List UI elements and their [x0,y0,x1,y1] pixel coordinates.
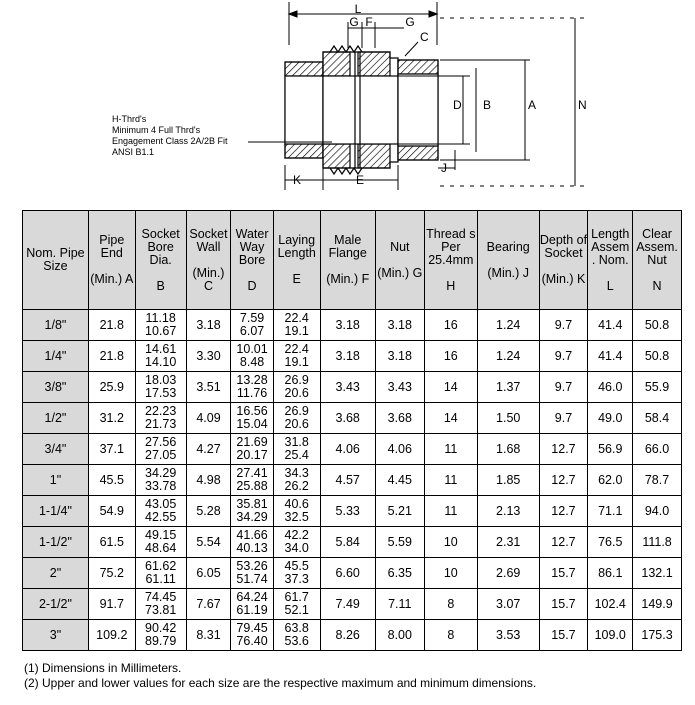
cell-k: 15.7 [539,589,588,620]
value-min: 17.53 [145,386,177,400]
leader-c [405,42,418,56]
cell-c: 3.51 [186,372,231,403]
cell-size: 1-1/2" [23,527,89,558]
value-max: 34.29 [145,466,177,480]
cell-d [231,372,274,403]
cell-g: 4.45 [375,465,424,496]
cell-size: 2-1/2" [23,589,89,620]
cell-l: 86.1 [588,558,633,589]
label-g-left: G [349,15,359,29]
value-min: 20.17 [236,448,268,462]
value-max: 10.01 [236,342,268,356]
cell-b [135,341,186,372]
header-letter: E [292,272,301,286]
header-pipe-end [88,211,135,310]
cell-e [273,341,320,372]
value-max: 22.4 [284,311,309,325]
value-max: 64.24 [236,590,268,604]
value-min: 19.1 [284,324,309,338]
value-min: 34.29 [236,510,268,524]
cell-size: 2" [23,558,89,589]
cell-j: 1.50 [477,403,539,434]
table-row [23,403,682,434]
value-max: 27.56 [145,435,177,449]
header-label: Socket Wall [189,226,228,254]
header-label: Depth of Socket [539,233,588,260]
header-letter: D [247,278,257,293]
cell-n: 175.3 [633,620,682,651]
value-min: 6.07 [239,324,265,338]
value-max: 35.81 [236,497,268,511]
header-row [23,211,682,310]
union-cross-section-drawing [0,0,695,205]
cell-l: 41.4 [588,310,633,341]
cell-d [231,558,274,589]
cell-d [231,310,274,341]
cell-b [135,465,186,496]
cell-n: 66.0 [633,434,682,465]
thread-note-line-1: H-Thrd's [112,114,147,124]
value-min: 52.1 [284,603,309,617]
dimension-table [22,210,682,651]
cell-b [135,620,186,651]
cell-h: 10 [424,527,477,558]
cell-h: 8 [424,589,477,620]
cell-j: 1.24 [477,341,539,372]
cell-j: 2.31 [477,527,539,558]
cell-l: 62.0 [588,465,633,496]
cell-c: 7.67 [186,589,231,620]
cell-j: 1.85 [477,465,539,496]
table-row [23,527,682,558]
header-label: Clear Assem. Nut [636,226,678,267]
cell-f: 4.06 [320,434,375,465]
header-label: Bearing [486,239,530,254]
label-f: F [365,15,373,29]
cell-size: 3/8" [23,372,89,403]
cell-h: 14 [424,403,477,434]
cell-size: 1/2" [23,403,89,434]
cell-b [135,372,186,403]
header-label: Male Flange [328,233,367,260]
header-label: Water Way Bore [235,226,269,267]
cell-e [273,527,320,558]
table-row [23,589,682,620]
cell-h: 16 [424,310,477,341]
cell-g: 3.43 [375,372,424,403]
cell-c: 4.09 [186,403,231,434]
cell-h: 11 [424,496,477,527]
label-l: L [354,2,362,16]
value-max: 53.26 [236,559,268,573]
cell-k: 15.7 [539,620,588,651]
value-max: 22.4 [284,342,309,356]
cell-g: 3.18 [375,310,424,341]
header-threads-per [424,211,477,310]
value-max: 11.18 [145,311,176,325]
note-1: (1) Dimensions in Millimeters. [24,661,182,675]
value-max: 61.7 [284,590,309,604]
value-max: 22.23 [145,404,177,418]
cell-size: 3" [23,620,89,651]
header-nom-pipe-size [23,211,89,310]
cell-e [273,558,320,589]
cell-b [135,403,186,434]
cell-j: 2.69 [477,558,539,589]
note-2: (2) Upper and lower values for each size are the respective maximum and minimum dimensions. [24,676,537,690]
cell-n: 50.8 [633,341,682,372]
table-row [23,310,682,341]
header-label: Laying Length [277,233,316,260]
cell-size: 1" [23,465,89,496]
cell-a: 61.5 [88,527,135,558]
cell-l: 71.1 [588,496,633,527]
cell-a: 31.2 [88,403,135,434]
header-letter: (Min.) F [326,272,370,286]
thread-note-line-4: ANSI B1.1 [112,147,155,157]
cell-e [273,496,320,527]
header-letter: (Min.) C [192,265,225,293]
value-min: 8.48 [239,355,265,369]
cell-g: 8.00 [375,620,424,651]
dimension-l [289,2,437,45]
label-k: K [293,173,302,187]
header-letter: (Min.) A [90,272,134,286]
cell-size: 3/4" [23,434,89,465]
cell-n: 94.0 [633,496,682,527]
cell-l: 46.0 [588,372,633,403]
value-min: 32.5 [284,510,309,524]
label-g-right: G [405,15,415,29]
value-min: 37.3 [284,572,309,586]
cell-k: 12.7 [539,496,588,527]
value-min: 89.79 [145,634,177,648]
label-j: J [441,161,447,175]
value-max: 45.5 [284,559,309,573]
table-row [23,372,682,403]
value-max: 18.03 [145,373,177,387]
cell-l: 109.0 [588,620,633,651]
cell-size: 1/4" [23,341,89,372]
cell-j: 3.53 [477,620,539,651]
header-bearing [477,211,539,310]
cell-e [273,403,320,434]
cell-j: 2.13 [477,496,539,527]
cell-size: 1-1/4" [23,496,89,527]
cell-k: 9.7 [539,403,588,434]
value-min: 51.74 [236,572,268,586]
value-max: 14.61 [145,342,177,356]
header-socket-wall [186,211,231,310]
cell-b [135,527,186,558]
union-body [285,46,438,174]
cell-k: 9.7 [539,341,588,372]
header-label: Nut [390,239,410,254]
cell-f: 6.60 [320,558,375,589]
value-min: 25.4 [284,448,309,462]
cell-g: 7.11 [375,589,424,620]
table-row [23,434,682,465]
cell-l: 102.4 [588,589,633,620]
value-min: 21.73 [145,417,177,431]
value-max: 74.45 [145,590,177,604]
header-nut [375,211,424,310]
header-label: Socket Bore Dia. [141,226,180,267]
value-max: 26.9 [284,373,309,387]
cell-d [231,341,274,372]
cell-c: 3.30 [186,341,231,372]
cell-j: 1.37 [477,372,539,403]
value-min: 61.19 [236,603,268,617]
header-letter: (Min.) G [377,265,423,280]
value-min: 76.40 [236,634,268,648]
cell-b [135,434,186,465]
value-max: 43.05 [145,497,177,511]
cell-e [273,372,320,403]
cell-k: 12.7 [539,465,588,496]
cell-c: 5.54 [186,527,231,558]
cell-l: 49.0 [588,403,633,434]
value-max: 63.8 [284,621,309,635]
cell-a: 25.9 [88,372,135,403]
cell-f: 3.18 [320,341,375,372]
cell-h: 10 [424,558,477,589]
header-length-assem [588,211,633,310]
cell-j: 1.24 [477,310,539,341]
cell-d [231,465,274,496]
cell-h: 11 [424,465,477,496]
cell-a: 54.9 [88,496,135,527]
value-max: 61.62 [145,559,177,573]
thread-note-line-2: Minimum 4 Full Thrd's [112,125,201,135]
value-min: 53.6 [284,634,309,648]
value-max: 7.59 [239,311,265,325]
cell-h: 8 [424,620,477,651]
header-letter: H [446,278,456,293]
cell-f: 4.57 [320,465,375,496]
value-min: 11.76 [236,386,268,400]
cell-e [273,434,320,465]
cell-h: 14 [424,372,477,403]
value-min: 40.13 [236,541,268,555]
label-n: N [578,98,587,112]
header-letter: B [156,278,165,293]
value-min: 33.78 [145,479,177,493]
cell-l: 41.4 [588,341,633,372]
table-row [23,341,682,372]
header-depth-of-socket [539,211,588,310]
value-min: 34.0 [284,541,309,555]
cell-n: 111.8 [633,527,682,558]
label-c: C [420,30,429,44]
thread-note [112,114,228,157]
table-row [23,465,682,496]
value-max: 42.2 [284,528,309,542]
cell-f: 3.43 [320,372,375,403]
cell-l: 56.9 [588,434,633,465]
cell-j: 1.68 [477,434,539,465]
value-max: 34.3 [284,466,309,480]
value-max: 21.69 [236,435,268,449]
header-laying-length [273,211,320,310]
cell-h: 16 [424,341,477,372]
cell-a: 21.8 [88,341,135,372]
value-min: 15.04 [236,417,268,431]
value-min: 14.10 [145,355,177,369]
header-letter: (Min.) K [541,272,586,286]
cell-d [231,434,274,465]
value-max: 31.8 [284,435,309,449]
header-letter: N [652,278,662,293]
cell-a: 21.8 [88,310,135,341]
header-socket-bore [135,211,186,310]
cell-d [231,527,274,558]
table-row [23,558,682,589]
cell-j: 3.07 [477,589,539,620]
header-male-flange [320,211,375,310]
cell-n: 50.8 [633,310,682,341]
cell-e [273,310,320,341]
value-max: 13.28 [236,373,268,387]
value-max: 90.42 [145,621,177,635]
header-letter: (Min.) J [487,265,530,280]
header-water-way-bore [231,211,274,310]
cell-k: 9.7 [539,372,588,403]
label-a: A [528,98,537,112]
header-label: Pipe End [99,233,125,260]
cell-a: 91.7 [88,589,135,620]
cell-b [135,310,186,341]
cell-b [135,589,186,620]
value-min: 20.6 [284,386,309,400]
cell-c: 8.31 [186,620,231,651]
value-min: 73.81 [145,603,177,617]
cell-c: 5.28 [186,496,231,527]
cell-f: 7.49 [320,589,375,620]
table-body [23,310,682,651]
value-min: 27.05 [145,448,177,462]
value-min: 26.2 [284,479,309,493]
cell-c: 4.27 [186,434,231,465]
cell-n: 55.9 [633,372,682,403]
thread-note-line-3: Engagement Class 2A/2B Fit [112,136,228,146]
cell-c: 4.98 [186,465,231,496]
cell-e [273,465,320,496]
value-min: 25.88 [236,479,268,493]
cell-c: 6.05 [186,558,231,589]
label-d: D [453,98,462,112]
cell-a: 37.1 [88,434,135,465]
cell-g: 3.18 [375,341,424,372]
table-notes [24,661,536,691]
header-label: Length Assem . Nom. [591,226,630,267]
cell-f: 5.33 [320,496,375,527]
cell-c: 3.18 [186,310,231,341]
header-label: Thread s Per 25.4mm [426,226,476,267]
cell-n: 78.7 [633,465,682,496]
cell-a: 109.2 [88,620,135,651]
cell-n: 58.4 [633,403,682,434]
cell-e [273,589,320,620]
cell-f: 3.68 [320,403,375,434]
header-label: Nom. Pipe Size [26,246,85,273]
cell-k: 12.7 [539,434,588,465]
cell-d [231,620,274,651]
label-e: E [356,173,365,187]
cell-g: 3.68 [375,403,424,434]
cell-k: 15.7 [539,558,588,589]
value-max: 27.41 [236,466,268,480]
cell-g: 4.06 [375,434,424,465]
cell-f: 5.84 [320,527,375,558]
cell-b [135,496,186,527]
cell-f: 8.26 [320,620,375,651]
label-b: B [483,98,492,112]
cell-g: 6.35 [375,558,424,589]
cell-h: 11 [424,434,477,465]
cell-g: 5.21 [375,496,424,527]
cell-g: 5.59 [375,527,424,558]
cell-size: 1/8" [23,310,89,341]
cell-n: 149.9 [633,589,682,620]
cell-n: 132.1 [633,558,682,589]
cell-a: 75.2 [88,558,135,589]
cell-a: 45.5 [88,465,135,496]
value-max: 40.6 [284,497,309,511]
header-letter: L [606,278,614,293]
table-row [23,620,682,651]
cell-f: 3.18 [320,310,375,341]
value-max: 26.9 [284,404,309,418]
cell-k: 9.7 [539,310,588,341]
table-row [23,496,682,527]
cell-b [135,558,186,589]
value-min: 42.55 [145,510,177,524]
cell-d [231,403,274,434]
value-min: 20.6 [284,417,309,431]
value-max: 49.15 [145,528,177,542]
value-min: 10.67 [145,324,177,338]
value-max: 41.66 [236,528,268,542]
cell-e [273,620,320,651]
value-min: 61.11 [145,572,176,586]
header-clear-assem-nut [633,211,682,310]
value-min: 48.64 [145,541,177,555]
cell-k: 12.7 [539,527,588,558]
cell-d [231,496,274,527]
value-max: 16.56 [236,404,268,418]
cell-d [231,589,274,620]
cell-l: 76.5 [588,527,633,558]
value-min: 19.1 [284,355,309,369]
value-max: 79.45 [236,621,268,635]
